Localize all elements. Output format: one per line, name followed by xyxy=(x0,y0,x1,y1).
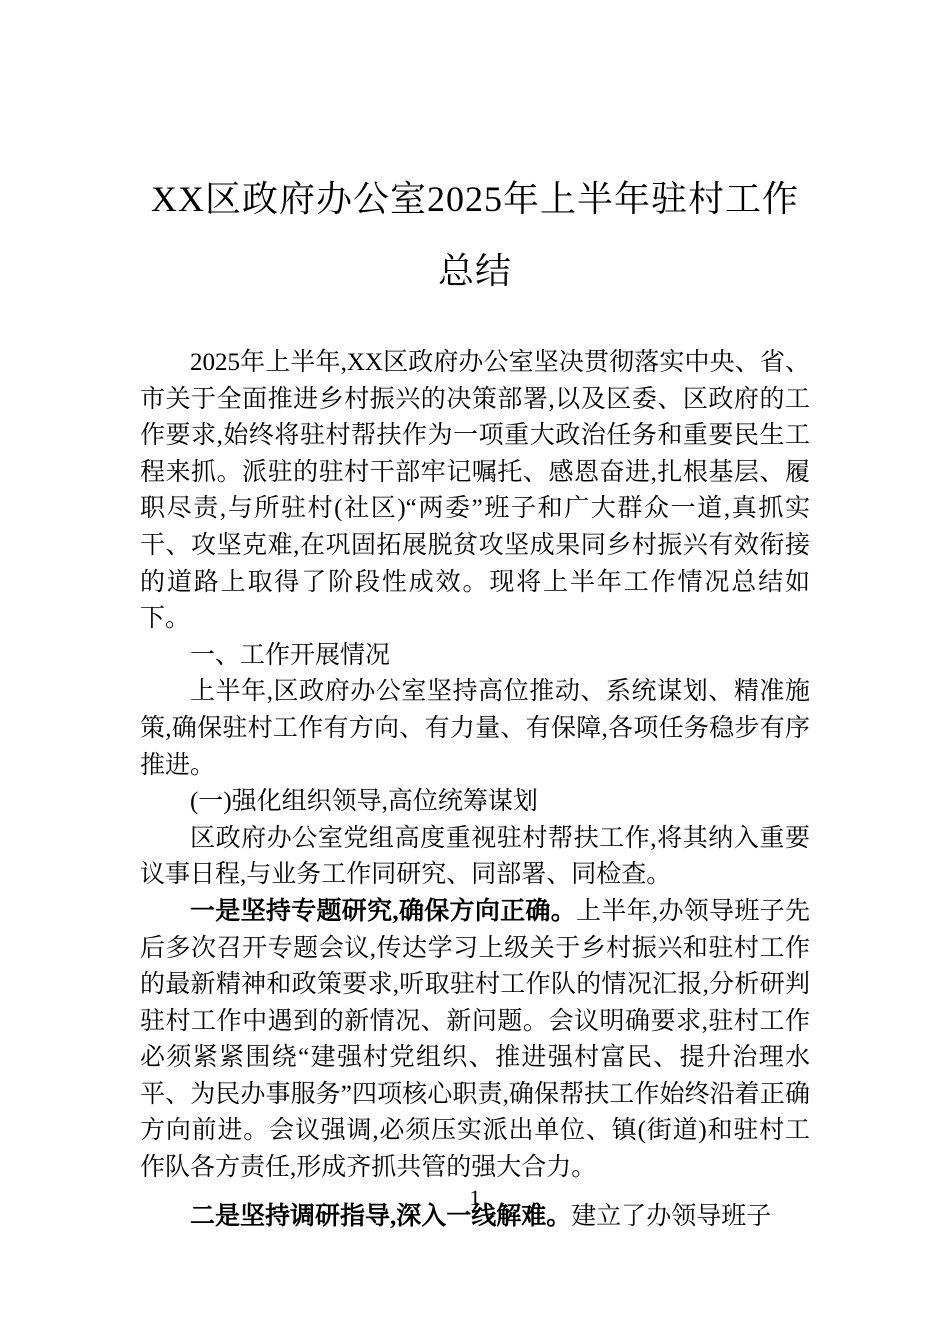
text-run: 上半年,区政府办公室坚持高位推动、系统谋划、精准施策,确保驻村工作有方向、有力量、有保障,各项任务稳步有序推进。 xyxy=(140,678,810,779)
page-number: 1 xyxy=(469,1185,481,1210)
bold-text-run: 一是坚持专题研究,确保方向正确。 xyxy=(190,897,577,925)
text-run: 一、工作开展情况 xyxy=(190,641,391,669)
text-run: 上半年,办领导班子先后多次召开专题会议,传达学习上级关于乡村振兴和驻村工作的最新精神和政策要求,听取驻村工作队的情况汇报,分析研判驻村工作中遇到的新情况、新问题。会议明确要求,驻村工作必须紧紧围绕“建强村党组织、推进强村富民、提升治理水平、为民办事服务”四项核心职责,确保帮扶工作始终沿着正确方向前进。会议强调,必须压实派出单位、镇(街道)和驻村工作队各方责任,形成齐抓共管的强大合力。 xyxy=(140,897,810,1182)
bold-text-run: 二是坚持调研指导,深入一线解难。 xyxy=(190,1202,572,1230)
document-body xyxy=(140,345,810,1235)
text-run: (一)强化组织领导,高位统筹谋划 xyxy=(190,788,538,816)
subsection-heading xyxy=(140,784,810,821)
body-paragraph xyxy=(140,821,810,894)
text-run: 2025年上半年,XX区政府办公室坚决贯彻落实中央、省、市关于全面推进乡村振兴的决策部署,以及区委、区政府的工作要求,始终将驻村帮扶作为一项重大政治任务和重要民生工程来抓。派驻的驻村干部牢记嘱托、感恩奋进,扎根基层、履职尽责,与所驻村(社区)“两委”班子和广大群众一道,真抓实干、攻坚克难,在巩固拓展脱贫攻坚成果同乡村振兴有效衔接的道路上取得了阶段性成效。现将上半年工作情况总结如下。 xyxy=(140,349,810,633)
document-title: XX区政府办公室2025年上半年驻村工作总结 xyxy=(151,179,799,291)
page-footer xyxy=(0,1185,950,1211)
intro-paragraph xyxy=(140,345,810,638)
text-run: 建立了办领导班子 xyxy=(571,1202,772,1230)
section-heading xyxy=(140,638,810,675)
body-paragraph xyxy=(140,894,810,1187)
body-paragraph xyxy=(140,674,810,784)
text-run: 区政府办公室党组高度重视驻村帮扶工作,将其纳入重要议事日程,与业务工作同研究、同部署、同检查。 xyxy=(140,824,810,889)
